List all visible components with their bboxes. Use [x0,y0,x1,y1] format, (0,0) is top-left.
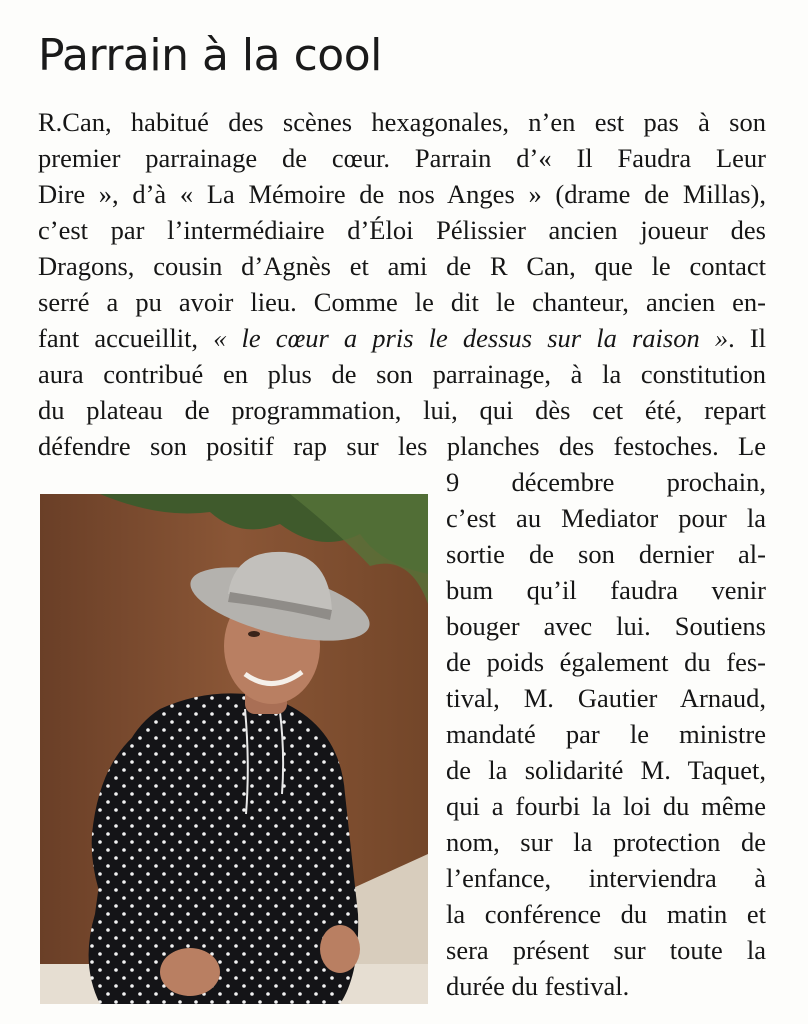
body-line: tival, M. Gautier Arnaud, [446,683,766,713]
body-line: la conférence du matin et [446,899,766,929]
body-line: c’est par l’intermédiaire d’Éloi Pélissier ancien joueur des [38,215,766,245]
body-line: bouger avec lui. Soutiens [446,611,766,641]
body-line: durée du festival. [446,971,630,1001]
body-line: défendre son positif rap sur les planches des festoches. Le [38,431,766,461]
hand [160,948,220,996]
article-photo [40,494,428,1004]
quote-line-after: . Il [728,323,766,353]
body-line: c’est au Mediator pour la [446,503,766,533]
body-line: sera présent sur toute la [446,935,766,965]
body-line: mandaté par le ministre [446,719,766,749]
article-title: Parrain à la cool [38,30,382,81]
body-line: R.Can, habitué des scènes hexagonales, n’en est pas à son [38,107,766,137]
body-line: 9 décembre prochain, [446,467,766,497]
quote-line-before: fant accueillit, [38,323,214,353]
photo-illustration [40,494,428,1004]
body-line: bum qu’il faudra venir [446,575,766,605]
body-line: serré a pu avoir lieu. Comme le dit le chanteur, ancien en- [38,287,766,317]
pull-quote: « le cœur a pris le dessus sur la raison » [213,323,729,353]
body-line: Dragons, cousin d’Agnès et ami de R Can, que le contact [38,251,766,281]
body-line: premier parrainage de cœur. Parrain d’« Il Faudra Leur [38,143,766,173]
quote-line [38,320,766,356]
body-line: de poids également du fes- [446,647,766,677]
body-line: aura contribué en plus de son parrainage, à la constitution [38,359,766,389]
body-line: Dire », d’à « La Mémoire de nos Anges » (drame de Millas), [38,179,766,209]
body-line: l’enfance, interviendra à [446,863,766,893]
body-line: du plateau de programmation, lui, qui dès cet été, repart [38,395,766,425]
body-line: de la solidarité M. Taquet, [446,755,766,785]
body-line: nom, sur la protection de [446,827,766,857]
body-line: sortie de son dernier al- [446,539,766,569]
body-line: qui a fourbi la loi du même [446,791,766,821]
